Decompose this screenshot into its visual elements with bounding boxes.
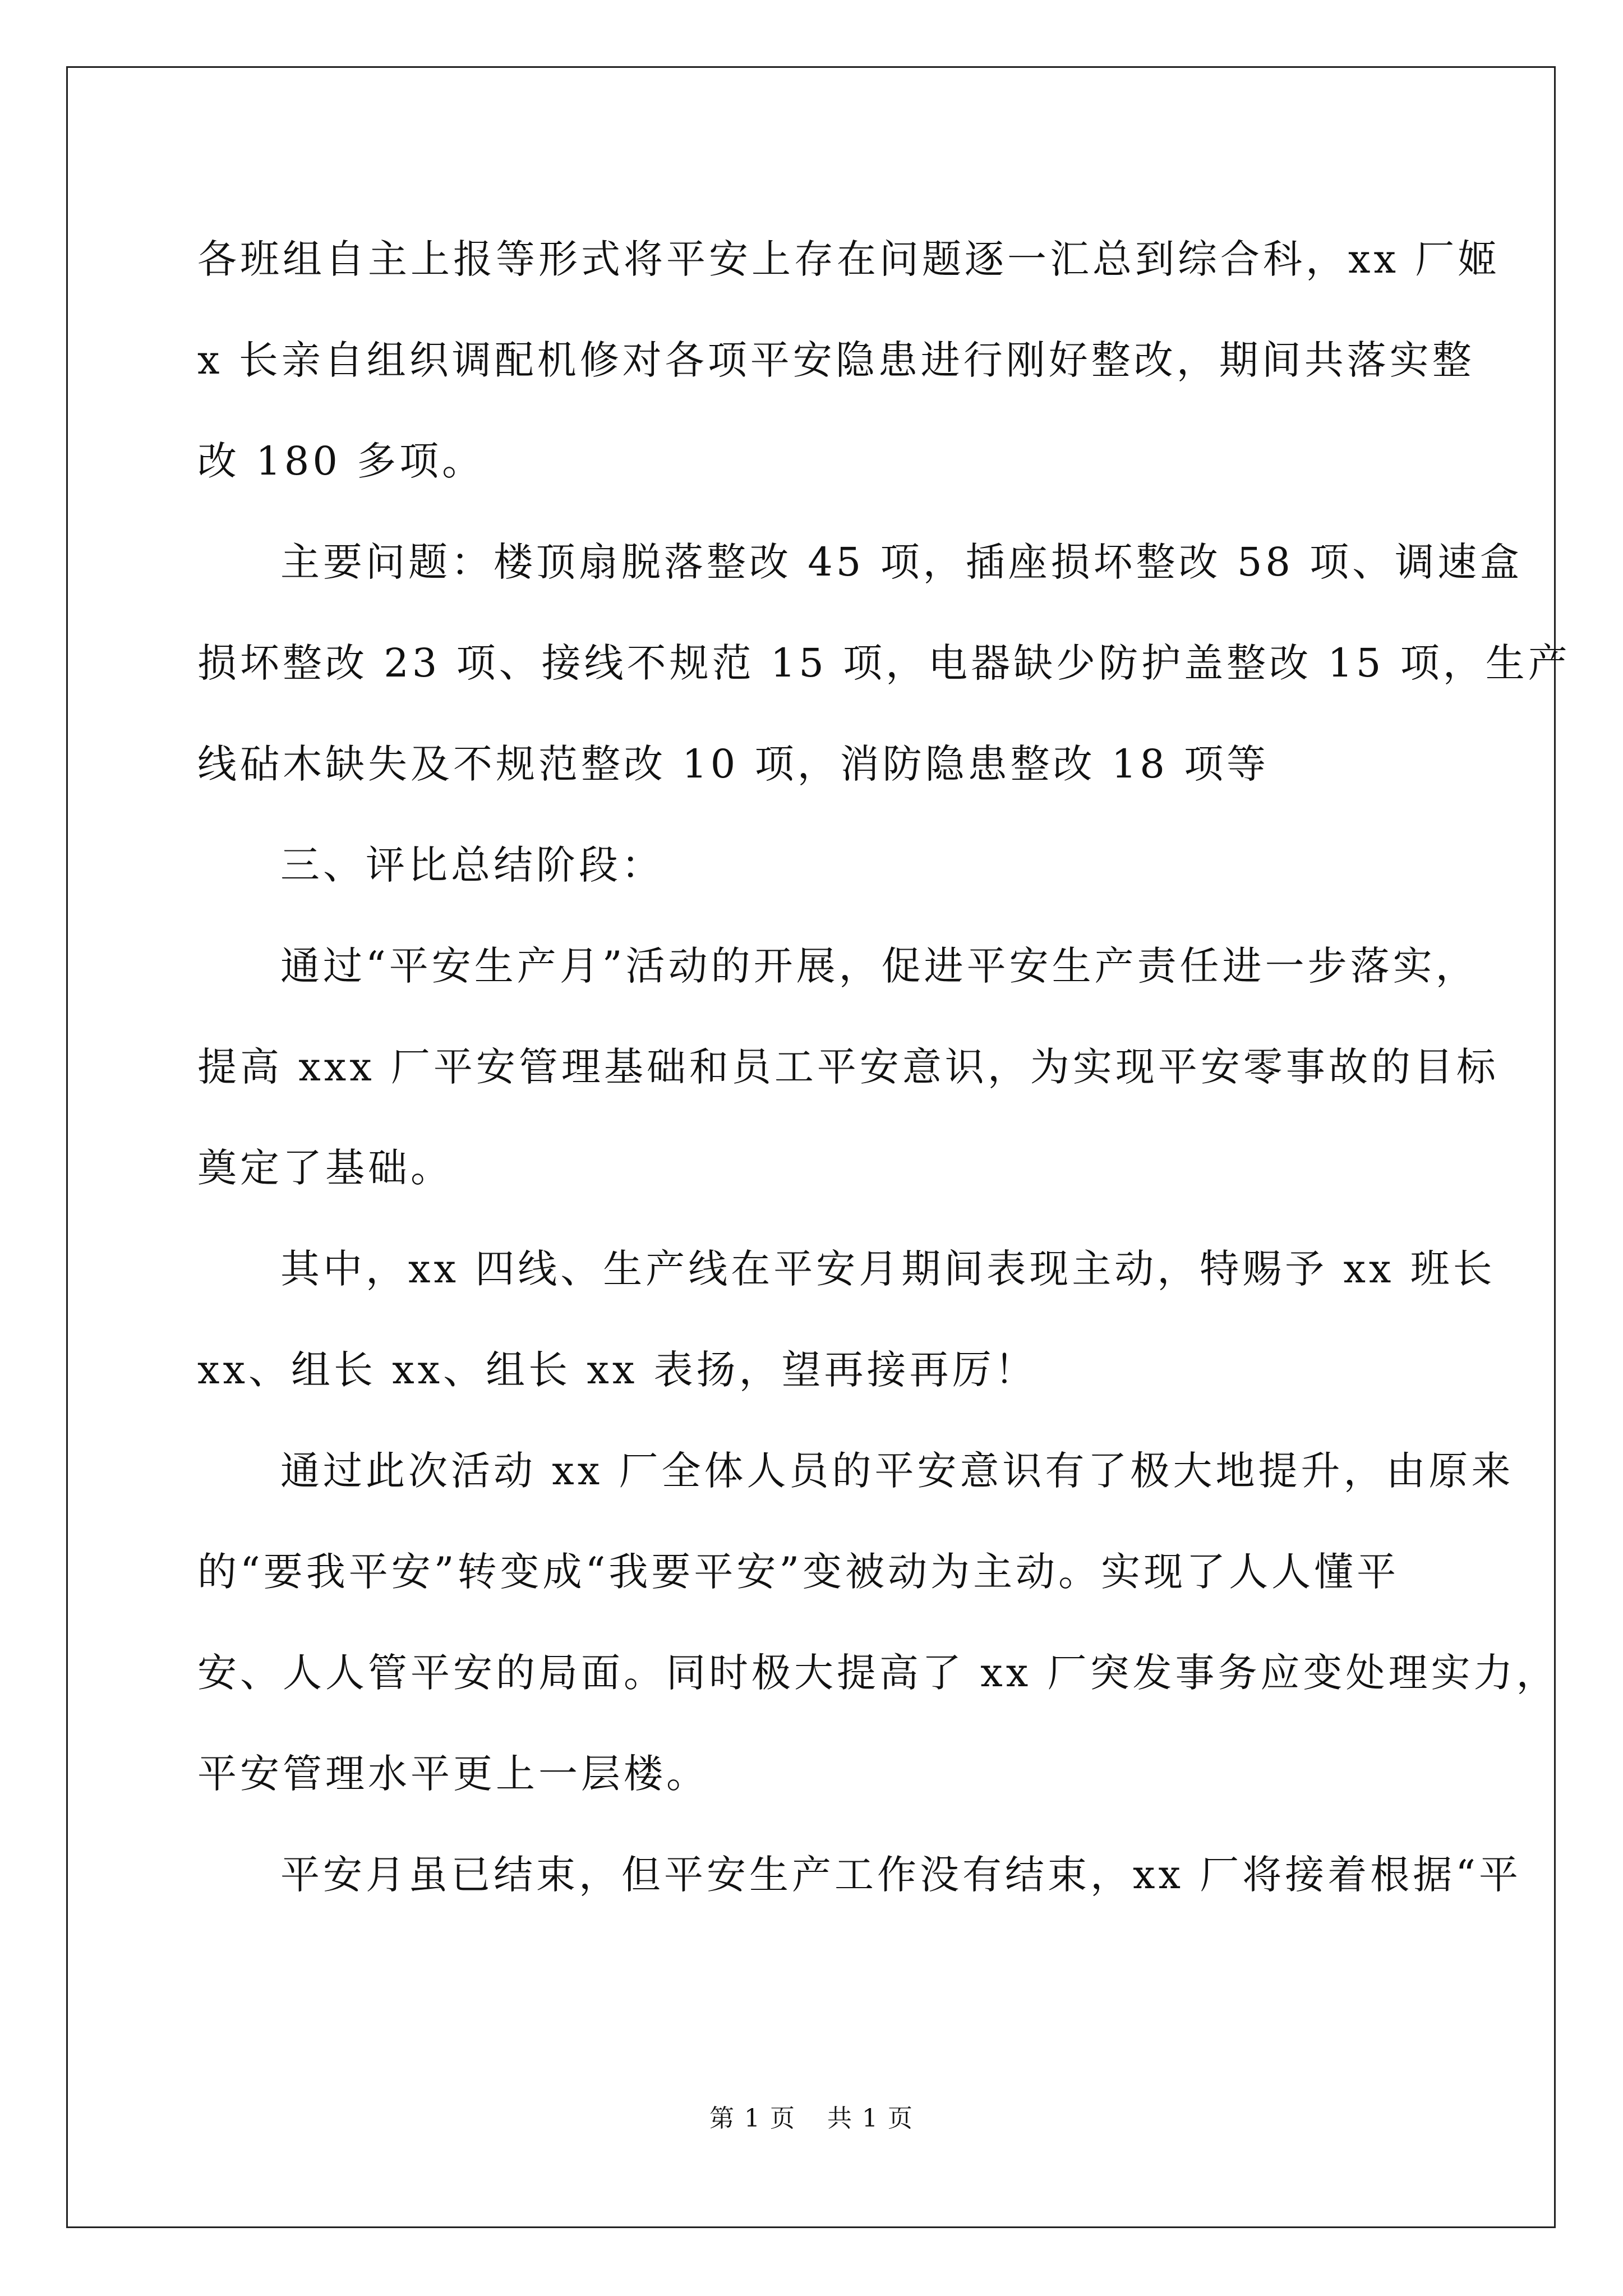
- text-line: 其中，xx 四线、生产线在平安月期间表现主动，特赐予 xx 班长: [280, 1246, 1496, 1292]
- paragraph-main-problems: [197, 512, 1571, 815]
- section-heading-evaluation: [197, 815, 1426, 915]
- text-line: 平安管理水平更上一层楼。: [197, 1751, 709, 1797]
- text-line: 改 180 多项。: [197, 438, 485, 484]
- text-line: 的“要我平安”转变成“我要平安”变被动为主动。实现了人人懂平: [197, 1549, 1400, 1595]
- text-line: 损坏整改 23 项、接线不规范 15 项，电器缺少防护盖整改 15 项，生产: [197, 640, 1571, 686]
- text-line: 奠定了基础。: [197, 1145, 453, 1191]
- text-line: 提高 xxx 厂平安管理基础和员工平安意识，为实现平安零事故的目标: [197, 1044, 1499, 1090]
- text-line: 安、人人管平安的局面。同时极大提高了 xx 厂突发事务应变处理实力，: [197, 1650, 1559, 1696]
- paragraph-rectification-summary: [197, 209, 1501, 512]
- text-line: 通过“平安生产月”活动的开展，促进平安生产责任进一步落实，: [280, 943, 1478, 989]
- paragraph-activity-results: [197, 915, 1499, 1218]
- paragraph-continuation: [197, 1824, 1521, 1925]
- text-line: 平安月虽已结束，但平安生产工作没有结束，xx 厂将接着根据“平: [280, 1852, 1521, 1898]
- paragraph-awareness-improvement: [197, 1420, 1559, 1824]
- document-body: [197, 209, 1571, 1925]
- page-footer: [0, 2098, 1623, 2134]
- page-number-total: 共 1 页: [827, 2104, 914, 2133]
- text-line: x 长亲自组织调配机修对各项平安隐患进行刚好整改，期间共落实整: [197, 337, 1475, 383]
- paragraph-commendation: [197, 1218, 1496, 1420]
- text-line: xx、组长 xx、组长 xx 表扬，望再接再厉！: [197, 1347, 1038, 1393]
- page-number-current: 第 1 页: [709, 2104, 796, 2133]
- section-heading: 三、评比总结阶段：: [280, 842, 664, 888]
- text-line: 主要问题：楼顶扇脱落整改 45 项，插座损坏整改 58 项、调速盒: [280, 539, 1523, 585]
- text-line: 线砧木缺失及不规范整改 10 项，消防隐患整改 18 项等: [197, 741, 1270, 787]
- text-line: 各班组自主上报等形式将平安上存在问题逐一汇总到综合科，xx 厂姬: [197, 236, 1501, 282]
- text-line: 通过此次活动 xx 厂全体人员的平安意识有了极大地提升，由原来: [280, 1448, 1514, 1494]
